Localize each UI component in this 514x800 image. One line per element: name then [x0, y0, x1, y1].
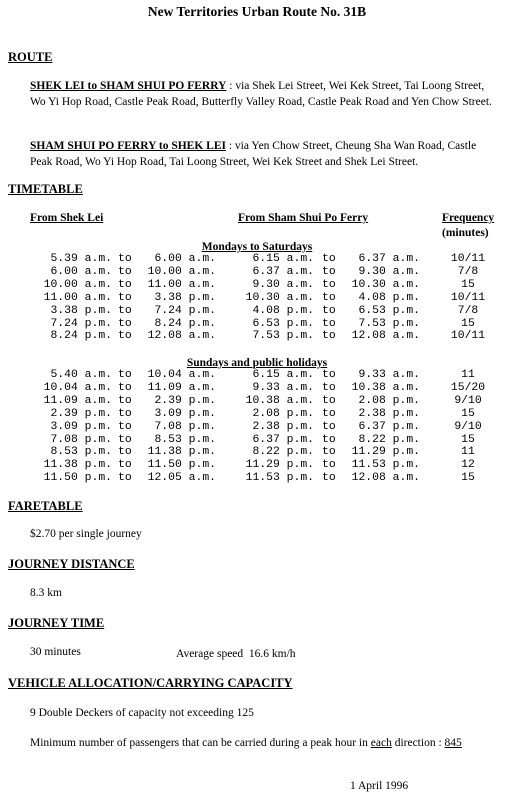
time-from-shek-lei-start: 11.38 p.m. — [43, 459, 112, 472]
to-label: to — [118, 369, 132, 381]
time-from-shek-lei-end: 11.00 a.m. — [147, 278, 216, 291]
time-from-ferry-end: 10.30 a.m. — [351, 278, 420, 291]
timetable-heading: TIMETABLE — [8, 182, 83, 196]
distance-heading: JOURNEY DISTANCE — [8, 557, 135, 571]
time-from-shek-lei-start: 7.24 p.m. — [50, 317, 112, 330]
to-label: to — [118, 407, 132, 420]
time-from-shek-lei-start: 5.40 a.m. — [50, 369, 112, 381]
time-from-ferry-end: 12.08 a.m. — [351, 472, 420, 485]
time-from-ferry-end: 6.37 p.m. — [358, 420, 420, 433]
time-from-shek-lei-start: 8.53 p.m. — [50, 446, 112, 459]
time-from-ferry-start: 11.53 p.m. — [245, 472, 314, 485]
time-from-shek-lei-start: 8.24 p.m. — [50, 330, 112, 343]
time-from-shek-lei-end: 3.09 p.m. — [154, 407, 216, 420]
time-from-shek-lei-end: 10.04 a.m. — [147, 369, 216, 381]
time-from-ferry-start: 9.33 a.m. — [252, 381, 314, 394]
route-outbound-via: : via Shek Lei Street, Wei Kek Street, Tai Loong Street, Wo Yi Hop Road, Castle Peak Road, Butterfly Valley Road, Castle Peak Road and Yen Chow Street. — [30, 80, 492, 108]
time-from-ferry-start: 11.29 p.m. — [245, 459, 314, 472]
table-row — [0, 253, 514, 266]
time-from-ferry-end: 2.08 p.m. — [358, 394, 420, 407]
to-label: to — [118, 265, 132, 278]
to-label: to — [118, 278, 132, 291]
to-label: to — [322, 304, 336, 317]
time-from-ferry-end: 11.29 p.m. — [351, 446, 420, 459]
holiday-heading: Sundays and public holidays — [186, 357, 328, 369]
col-from-ferry: From Sham Shui Po Ferry — [238, 212, 369, 224]
frequency-value: 15 — [461, 317, 475, 330]
time-from-shek-lei-end: 8.53 p.m. — [154, 433, 216, 446]
to-label: to — [118, 253, 132, 265]
table-row — [0, 330, 514, 343]
table-row — [0, 421, 514, 434]
time-from-ferry-end: 9.30 a.m. — [358, 265, 420, 278]
to-label: to — [322, 265, 336, 278]
frequency-value: 7/8 — [457, 304, 479, 317]
page-title: New Territories Urban Route No. 31B — [147, 4, 367, 19]
vehicle-text: 9 Double Deckers of capacity not exceeding 125 — [30, 707, 254, 719]
to-label: to — [118, 330, 132, 343]
frequency-value: 9/10 — [454, 420, 482, 433]
time-from-shek-lei-end: 7.08 p.m. — [154, 420, 216, 433]
to-label: to — [322, 381, 336, 394]
min-passengers-suffix: direction : — [391, 737, 445, 749]
time-from-ferry-end: 2.38 p.m. — [358, 407, 420, 420]
time-from-shek-lei-end: 7.24 p.m. — [154, 304, 216, 317]
time-from-shek-lei-start: 11.09 a.m. — [43, 394, 112, 407]
min-passengers — [30, 737, 462, 749]
to-label: to — [322, 394, 336, 407]
weekday-heading: Mondays to Saturdays — [201, 241, 313, 253]
time-from-ferry-start: 10.38 a.m. — [245, 394, 314, 407]
faretable-heading: FARETABLE — [8, 499, 83, 513]
to-label: to — [118, 291, 132, 304]
frequency-value: 11 — [461, 446, 475, 459]
to-label: to — [118, 420, 132, 433]
route-inbound — [30, 138, 500, 170]
journey-time-text: 30 minutes — [30, 646, 81, 658]
frequency-value: 9/10 — [454, 394, 482, 407]
distance-text: 8.3 km — [30, 587, 62, 599]
average-speed — [176, 648, 296, 660]
time-from-shek-lei-start: 6.00 a.m. — [50, 265, 112, 278]
time-from-shek-lei-start: 10.04 a.m. — [43, 381, 112, 394]
to-label: to — [118, 446, 132, 459]
to-label: to — [118, 433, 132, 446]
time-from-ferry-end: 8.22 p.m. — [358, 433, 420, 446]
table-row — [0, 472, 514, 485]
to-label: to — [322, 291, 336, 304]
time-from-ferry-start: 6.53 p.m. — [252, 317, 314, 330]
table-row — [0, 434, 514, 447]
to-label: to — [118, 472, 132, 485]
time-from-ferry-end: 6.53 p.m. — [358, 304, 420, 317]
time-from-ferry-end: 9.33 a.m. — [358, 369, 420, 381]
frequency-value: 15 — [461, 472, 475, 485]
min-passengers-each: each — [370, 737, 392, 749]
to-label: to — [322, 420, 336, 433]
time-from-ferry-end: 6.37 a.m. — [358, 253, 420, 265]
time-from-ferry-start: 2.08 p.m. — [252, 407, 314, 420]
to-label: to — [322, 472, 336, 485]
time-from-shek-lei-end: 6.00 a.m. — [154, 253, 216, 265]
to-label: to — [322, 459, 336, 472]
frequency-value: 11 — [461, 369, 475, 381]
issue-date: 1 April 1996 — [350, 780, 409, 792]
to-label: to — [322, 330, 336, 343]
time-from-ferry-end: 12.08 a.m. — [351, 330, 420, 343]
time-from-ferry-start: 9.30 a.m. — [252, 278, 314, 291]
time-from-ferry-end: 7.53 p.m. — [358, 317, 420, 330]
table-row — [0, 292, 514, 305]
time-from-shek-lei-start: 5.39 a.m. — [50, 253, 112, 265]
time-from-shek-lei-start: 2.39 p.m. — [50, 407, 112, 420]
time-from-shek-lei-end: 11.09 a.m. — [147, 381, 216, 394]
table-row — [0, 318, 514, 331]
to-label: to — [322, 407, 336, 420]
to-label: to — [118, 381, 132, 394]
time-from-ferry-end: 10.38 a.m. — [351, 381, 420, 394]
time-from-shek-lei-start: 11.00 a.m. — [43, 291, 112, 304]
time-from-ferry-end: 4.08 p.m. — [358, 291, 420, 304]
frequency-value: 15/20 — [450, 381, 486, 394]
time-from-shek-lei-end: 12.05 a.m. — [147, 472, 216, 485]
time-from-shek-lei-start: 10.00 a.m. — [43, 278, 112, 291]
time-from-shek-lei-end: 2.39 p.m. — [154, 394, 216, 407]
to-label: to — [322, 253, 336, 265]
route-outbound — [30, 78, 500, 110]
time-from-shek-lei-end: 8.24 p.m. — [154, 317, 216, 330]
frequency-value: 10/11 — [450, 253, 486, 265]
min-passengers-prefix: Minimum number of passengers that can be carried during a peak hour in — [30, 737, 371, 749]
time-from-shek-lei-end: 11.38 p.m. — [147, 446, 216, 459]
time-from-ferry-start: 10.30 a.m. — [245, 291, 314, 304]
route-heading: ROUTE — [8, 50, 53, 64]
frequency-value: 15 — [461, 433, 475, 446]
average-speed-value: 16.6 km/h — [248, 648, 296, 660]
fare-text: $2.70 per single journey — [30, 528, 142, 540]
to-label: to — [322, 369, 336, 381]
col-from-shek-lei: From Shek Lei — [30, 212, 104, 224]
time-from-ferry-start: 6.15 a.m. — [252, 369, 314, 381]
min-passengers-value: 845 — [444, 737, 462, 749]
to-label: to — [322, 433, 336, 446]
time-from-ferry-start: 6.15 a.m. — [252, 253, 314, 265]
table-row — [0, 266, 514, 279]
table-row — [0, 369, 514, 382]
time-from-shek-lei-start: 3.09 p.m. — [50, 420, 112, 433]
table-row — [0, 408, 514, 421]
table-row — [0, 459, 514, 472]
to-label: to — [118, 459, 132, 472]
to-label: to — [118, 304, 132, 317]
vehicle-heading: VEHICLE ALLOCATION/CARRYING CAPACITY — [8, 676, 293, 690]
time-from-ferry-start: 2.38 p.m. — [252, 420, 314, 433]
table-row — [0, 279, 514, 292]
table-row — [0, 395, 514, 408]
time-from-ferry-start: 8.22 p.m. — [252, 446, 314, 459]
time-from-shek-lei-end: 3.38 p.m. — [154, 291, 216, 304]
time-from-ferry-start: 7.53 p.m. — [252, 330, 314, 343]
journey-time-heading: JOURNEY TIME — [8, 616, 105, 630]
time-from-shek-lei-start: 11.50 p.m. — [43, 472, 112, 485]
frequency-value: 10/11 — [450, 291, 486, 304]
frequency-value: 15 — [461, 407, 475, 420]
to-label: to — [118, 317, 132, 330]
frequency-value: 10/11 — [450, 330, 486, 343]
time-from-ferry-start: 4.08 p.m. — [252, 304, 314, 317]
to-label: to — [118, 394, 132, 407]
route-inbound-via: : via Yen Chow Street, Cheung Sha Wan Road, Castle Peak Road, Wo Yi Hop Road, Tai Loong Street, Wei Kek Street and Shek Lei Street. — [30, 140, 477, 168]
table-row — [0, 305, 514, 318]
frequency-value: 7/8 — [457, 265, 479, 278]
table-row — [0, 382, 514, 395]
time-from-shek-lei-end: 11.50 p.m. — [147, 459, 216, 472]
table-row — [0, 446, 514, 459]
col-frequency: Frequency — [442, 212, 495, 224]
time-from-ferry-end: 11.53 p.m. — [351, 459, 420, 472]
frequency-value: 15 — [461, 278, 475, 291]
average-speed-label: Average speed — [176, 648, 244, 660]
time-from-shek-lei-start: 7.08 p.m. — [50, 433, 112, 446]
to-label: to — [322, 317, 336, 330]
time-from-shek-lei-start: 3.38 p.m. — [50, 304, 112, 317]
time-from-ferry-start: 6.37 a.m. — [252, 265, 314, 278]
time-from-shek-lei-end: 10.00 a.m. — [147, 265, 216, 278]
to-label: to — [322, 278, 336, 291]
col-frequency-unit: (minutes) — [442, 227, 489, 239]
to-label: to — [322, 446, 336, 459]
time-from-shek-lei-end: 12.08 a.m. — [147, 330, 216, 343]
time-from-ferry-start: 6.37 p.m. — [252, 433, 314, 446]
route-inbound-name: SHAM SHUI PO FERRY to SHEK LEI — [30, 140, 226, 152]
frequency-value: 12 — [461, 459, 475, 472]
route-outbound-name: SHEK LEI to SHAM SHUI PO FERRY — [30, 80, 227, 92]
